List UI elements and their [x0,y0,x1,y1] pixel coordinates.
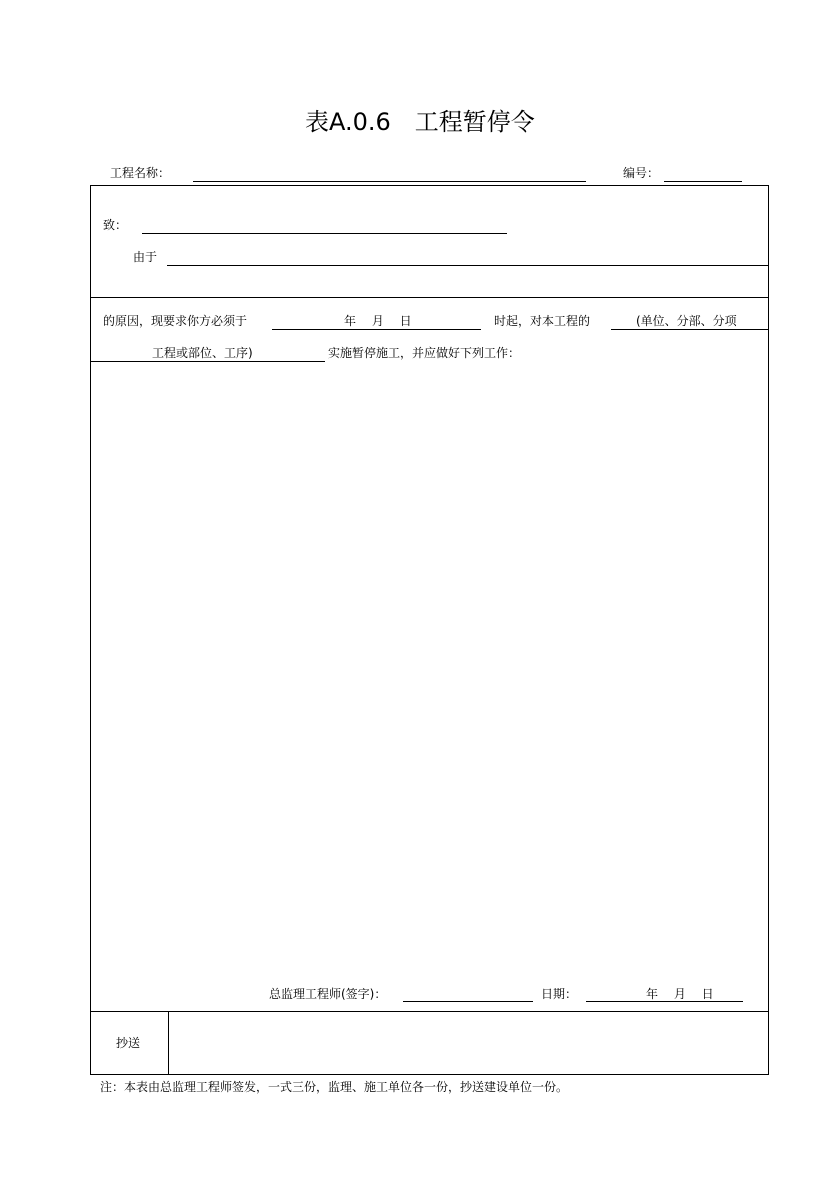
reason-suffix-text: 的原因，现要求你方必须于 [103,314,248,328]
scope-text-1: (单位、分部、分项 [636,314,737,328]
number-label: 编号： [623,166,660,180]
stop-date-field[interactable] [272,329,481,330]
work-content-area[interactable] [92,368,767,968]
date-label: 日期： [541,987,578,1001]
stop-date-placeholder: 年 月 日 [344,314,412,328]
sign-date-field[interactable] [586,1001,743,1002]
project-name-label: 工程名称： [110,166,171,180]
signer-label: 总监理工程师(签字)： [269,987,387,1001]
page-title: 表A.0.6 工程暂停令 [305,108,535,136]
cc-column-divider [168,1011,169,1075]
cc-field[interactable] [170,1013,767,1073]
signature-field[interactable] [403,1001,533,1002]
section-divider [90,297,769,298]
number-field[interactable] [664,181,742,182]
to-label: 致： [103,218,128,232]
sign-date-placeholder: 年 月 日 [646,987,714,1001]
reason-field[interactable] [167,265,769,266]
footnote: 注：本表由总监理工程师签发，一式三份，监理、施工单位各一份，抄送建设单位一份。 [100,1080,569,1094]
from-time-text: 时起，对本工程的 [494,314,591,328]
project-name-field[interactable] [193,181,586,182]
scope-field-1[interactable] [611,329,769,330]
reason-label: 由于 [133,250,158,264]
to-field[interactable] [142,233,507,234]
cc-divider [90,1011,769,1012]
instruction-text: 实施暂停施工，并应做好下列工作： [328,346,521,360]
scope-text-2: 工程或部位、工序) [152,346,253,360]
cc-label: 抄送 [116,1036,141,1050]
scope-field-2[interactable] [90,361,325,362]
